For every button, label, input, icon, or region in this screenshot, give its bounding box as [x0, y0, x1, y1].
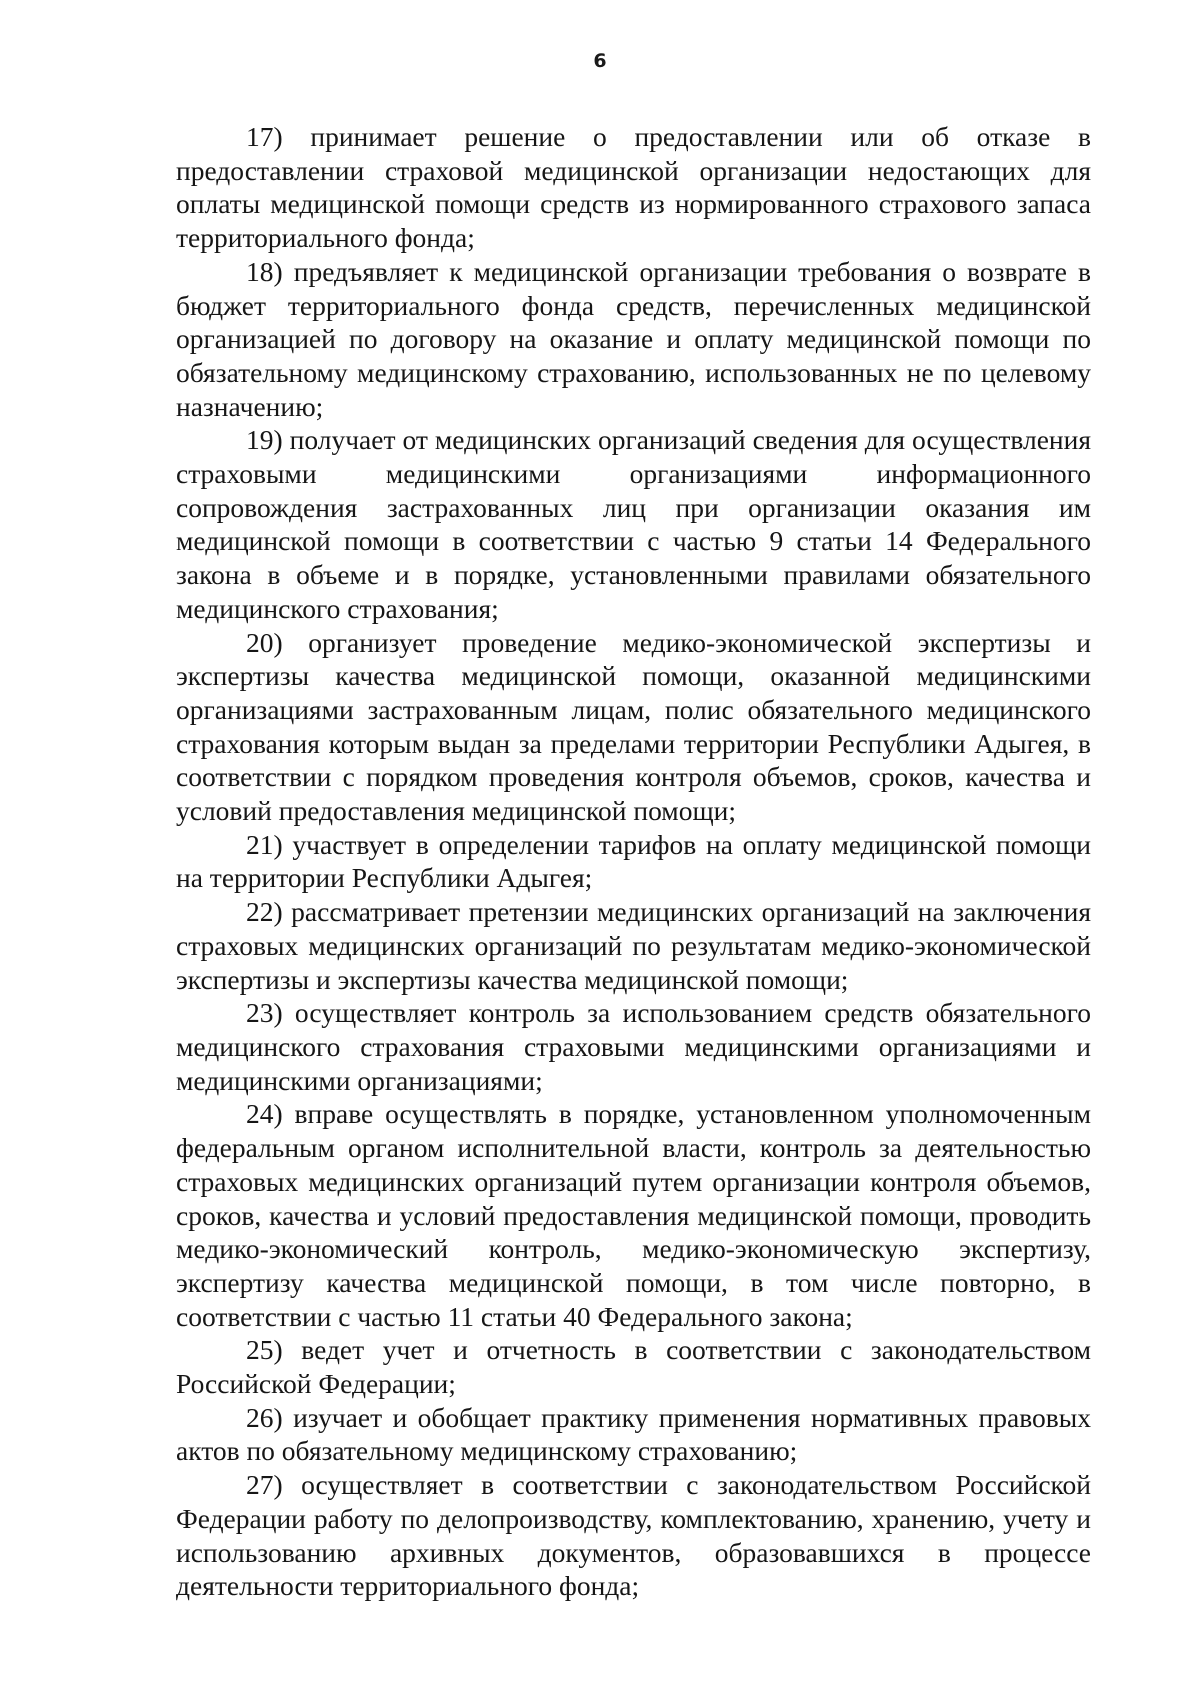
list-item-25: 25) ведет учет и отчетность в соответствии с законодательством Российской Федерации;	[176, 1334, 1091, 1400]
document-body	[176, 120, 1091, 1603]
list-item-17: 17) принимает решение о предоставлении или об отказе в предоставлении страховой медицинской организации недостающих для оплаты медицинской помощи средств из нормированного страхового запаса территориального фонда;	[176, 121, 1091, 254]
list-item-20: 20) организует проведение медико-экономической экспертизы и экспертизы качества медицинской помощи, оказанной медицинскими организациями застрахованным лицам, полис обязательного медицинского страхования которым выдан за пределами территории Республики Адыгея, в соответствии с порядком проведения контроля объемов, сроков, качества и условий предоставления медицинской помощи;	[176, 626, 1091, 827]
list-item-22: 22) рассматривает претензии медицинских организаций на заключения страховых медицинских организаций по результатам медико-экономической экспертизы и экспертизы качества медицинской помощи;	[176, 896, 1091, 995]
list-item-23: 23) осуществляет контроль за использованием средств обязательного медицинского страхования страховыми медицинскими организациями и медицинскими организациями;	[176, 997, 1091, 1096]
list-item-21: 21) участвует в определении тарифов на оплату медицинской помощи на территории Республики Адыгея;	[176, 828, 1091, 894]
list-item-26: 26) изучает и обобщает практику применения нормативных правовых актов по обязательному медицинскому страхованию;	[176, 1401, 1091, 1467]
list-item-24: 24) вправе осуществлять в порядке, установленном уполномоченным федеральным органом исполнительной власти, контроль за деятельностью страховых медицинских организаций путем организации контроля объемов, сроков, качества и условий предоставления медицинской помощи, проводить медико-экономический контроль, медико-экономическую экспертизу, экспертизу качества медицинской помощи, в том числе повторно, в соответствии с частью 11 статьи 40 Федерального закона;	[176, 1098, 1091, 1332]
list-item-18: 18) предъявляет к медицинской организации требования о возврате в бюджет территориального фонда средств, перечисленных медицинской организацией по договору на оказание и оплату медицинской помощи по обязательному медицинскому страхованию, использованных не по целевому назначению;	[176, 255, 1091, 422]
page-number: 6	[593, 50, 607, 72]
list-item-27: 27) осуществляет в соответствии с законодательством Российской Федерации работу по делопроизводству, комплектованию, хранению, учету и использованию архивных документов, образовавшихся в процессе деятельности территориального фонда;	[176, 1469, 1091, 1602]
list-item-19: 19) получает от медицинских организаций сведения для осуществления страховыми медицинскими организациями информационного сопровождения застрахованных лиц при организации оказания им медицинской помощи в соответствии с частью 9 статьи 14 Федерального закона в объеме и в порядке, установленными правилами обязательного медицинского страхования;	[176, 424, 1091, 624]
